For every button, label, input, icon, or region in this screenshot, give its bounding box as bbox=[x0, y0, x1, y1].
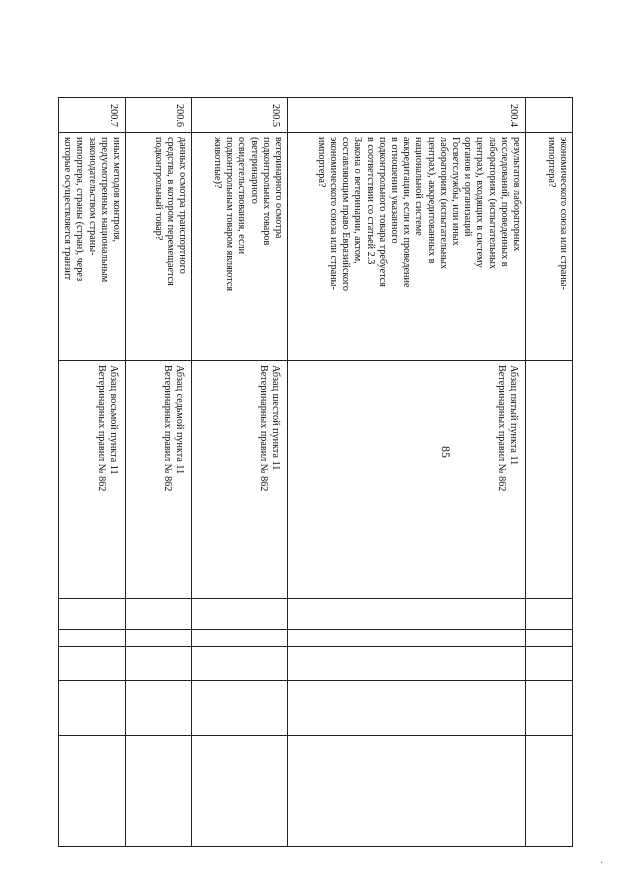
question-line: национальной системе bbox=[413, 137, 425, 236]
answer-cell bbox=[58, 647, 125, 681]
answer-cell bbox=[126, 736, 192, 847]
reference-cell bbox=[526, 361, 573, 599]
answer-cell bbox=[58, 681, 125, 736]
answer-cell bbox=[526, 736, 573, 847]
page-number: 85 bbox=[439, 446, 453, 458]
question-line: в отношении указанного bbox=[388, 137, 400, 244]
question-line: освидетельствования, если bbox=[236, 137, 248, 255]
row-number-cell: 200.4 bbox=[288, 98, 526, 133]
answer-cell bbox=[526, 647, 573, 681]
question-line: экономического союза или страны- bbox=[558, 137, 569, 290]
question-line: данных осмотра транспортного bbox=[177, 137, 188, 274]
reference-line: Ветеринарных правил № 862 bbox=[161, 365, 173, 492]
question-line: центрах), аккредитованных в bbox=[425, 137, 437, 264]
answer-cell bbox=[58, 630, 125, 647]
question-line: составляющим право Евразийского bbox=[340, 137, 352, 291]
table-row bbox=[126, 98, 192, 847]
answer-cell bbox=[192, 630, 288, 647]
answer-cell bbox=[526, 599, 573, 630]
reference-line: Ветеринарных правил № 862 bbox=[495, 365, 507, 492]
answer-cell bbox=[126, 599, 192, 630]
question-cell bbox=[192, 133, 288, 361]
answer-cell bbox=[288, 599, 526, 630]
row-number-cell: 200.5 bbox=[192, 98, 288, 133]
row-number-cell: 200.6 bbox=[126, 98, 192, 133]
table-row bbox=[526, 98, 573, 847]
answer-cell bbox=[192, 736, 288, 847]
question-line: лабораториях (испытательных bbox=[486, 137, 498, 270]
answer-cell bbox=[192, 599, 288, 630]
reference-line: Абзац пятый пункта 11 bbox=[508, 365, 519, 466]
table-row bbox=[58, 98, 125, 847]
reference-cell bbox=[288, 361, 526, 599]
answer-cell bbox=[58, 599, 125, 630]
reference-line: Абзац седьмой пункта 11 bbox=[174, 365, 185, 475]
question-line: (ветеринарного bbox=[248, 137, 260, 204]
question-line: органов и организаций bbox=[462, 137, 474, 237]
question-line: средства, в котором перемещается bbox=[164, 137, 176, 286]
question-line: иных методов контроля, bbox=[111, 137, 122, 243]
question-line: ветеринарного осмотра bbox=[273, 137, 284, 239]
question-line: исследований, проведенных в bbox=[498, 137, 510, 267]
reference-line: Абзац шестой пункта 11 bbox=[270, 365, 281, 471]
question-line: в соответствии со статьей 2.3 bbox=[364, 137, 376, 265]
reference-cell bbox=[58, 361, 125, 599]
reference-line: Абзац восьмой пункта 11 bbox=[108, 365, 119, 475]
question-line: которые осуществляется транзит bbox=[62, 137, 74, 281]
question-cell bbox=[58, 133, 125, 361]
answer-cell bbox=[192, 681, 288, 736]
table-body bbox=[58, 98, 572, 847]
rotated-table-frame bbox=[62, 97, 573, 846]
answer-cell bbox=[288, 681, 526, 736]
answer-cell bbox=[288, 647, 526, 681]
answer-cell bbox=[288, 630, 526, 647]
question-cell bbox=[526, 133, 573, 361]
row-number-cell: 200.7 bbox=[58, 98, 125, 133]
answer-cell bbox=[526, 681, 573, 736]
question-line: аккредитации, если их проведение bbox=[401, 137, 413, 288]
table-row bbox=[192, 98, 288, 847]
question-line: импортера, страны (стран), через bbox=[74, 137, 86, 282]
reference-line: Ветеринарных правил № 862 bbox=[257, 365, 269, 492]
answer-cell bbox=[126, 681, 192, 736]
reference-cell bbox=[126, 361, 192, 599]
question-line: Госветслужбы, или иных bbox=[449, 137, 461, 246]
question-line: результатов лабораторных bbox=[511, 137, 522, 252]
question-line: подконтрольного товара требуется bbox=[376, 137, 388, 287]
answer-cell bbox=[126, 647, 192, 681]
answer-cell bbox=[126, 630, 192, 647]
answer-cell bbox=[526, 630, 573, 647]
checklist-table bbox=[58, 97, 573, 847]
question-line: центрах), входящих в систему bbox=[474, 137, 486, 268]
question-line: импортера? bbox=[545, 137, 557, 188]
answer-cell bbox=[288, 736, 526, 847]
margin-mark: · bbox=[600, 858, 604, 869]
reference-cell bbox=[192, 361, 288, 599]
question-line: подконтрольным товаром являются bbox=[224, 137, 236, 292]
row-number-cell bbox=[526, 98, 573, 133]
question-line: импортера? bbox=[315, 137, 327, 188]
question-line: законодательством страны- bbox=[86, 137, 98, 256]
question-line: экономического союза или страны- bbox=[327, 137, 339, 290]
table-row bbox=[288, 98, 526, 847]
answer-cell bbox=[192, 647, 288, 681]
question-cell bbox=[126, 133, 192, 361]
answer-cell bbox=[58, 736, 125, 847]
question-line: подконтрольных товаров bbox=[260, 137, 272, 246]
question-line: предусмотренных национальным bbox=[98, 137, 110, 283]
question-line: животные)? bbox=[211, 137, 223, 189]
reference-line: Ветеринарных правил № 862 bbox=[95, 365, 107, 492]
question-line: лабораториях (испытательных bbox=[437, 137, 449, 270]
question-cell bbox=[288, 133, 526, 361]
question-line: подконтрольный товар? bbox=[152, 137, 164, 241]
question-line: Закона о ветеринарии, актом, bbox=[352, 137, 364, 264]
